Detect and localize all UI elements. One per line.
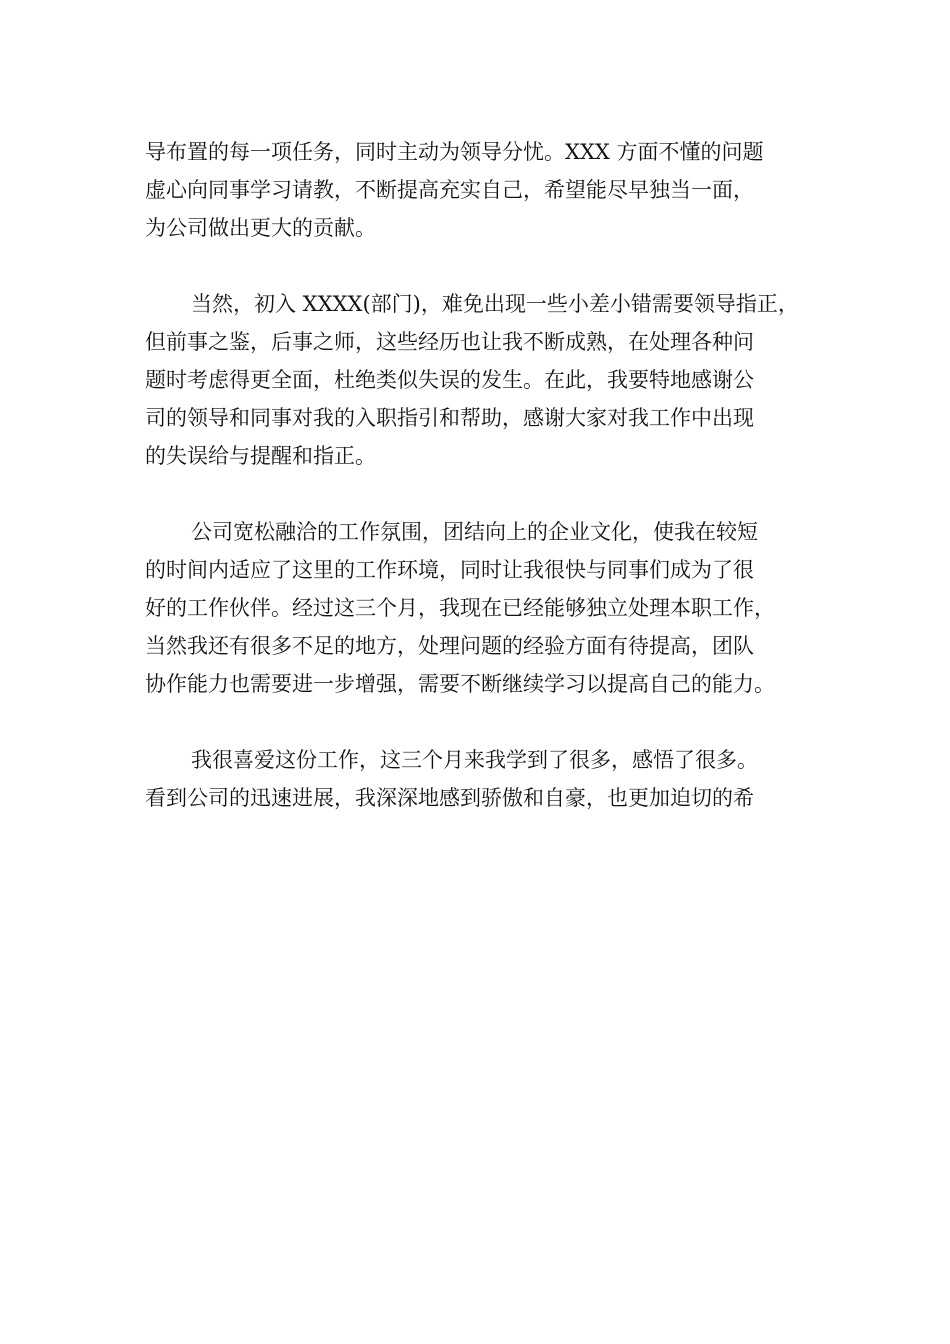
text-line: 但前事之鉴，后事之师，这些经历也让我不断成熟，在处理各种问 bbox=[145, 330, 754, 354]
text-line: 题时考虑得更全面，杜绝类似失误的发生。在此，我要特地感谢公 bbox=[145, 368, 754, 392]
document-body bbox=[145, 133, 810, 855]
text-line: 的失误给与提醒和指正。 bbox=[145, 444, 376, 468]
text-line: 的时间内适应了这里的工作环境，同时让我很快与同事们成为了很 bbox=[145, 558, 754, 582]
paragraph-2 bbox=[145, 285, 810, 475]
text-line: 看到公司的迅速进展，我深深地感到骄傲和自豪，也更加迫切的希 bbox=[145, 786, 754, 810]
text-line: 协作能力也需要进一步增强，需要不断继续学习以提高自己的能力。 bbox=[145, 672, 775, 696]
text-line: 当然，初入 XXXX(部门)，难免出现一些小差小错需要领导指正， bbox=[191, 292, 799, 316]
text-line: 虚心向同事学习请教，不断提高充实自己，希望能尽早独当一面， bbox=[145, 178, 754, 202]
text-line: 司的领导和同事对我的入职指引和帮助，感谢大家对我工作中出现 bbox=[145, 406, 754, 430]
paragraph-4 bbox=[145, 741, 810, 817]
paragraph-3 bbox=[145, 513, 810, 703]
text-line: 我很喜爱这份工作，这三个月来我学到了很多，感悟了很多。 bbox=[191, 748, 758, 772]
text-line: 公司宽松融洽的工作氛围，团结向上的企业文化，使我在较短 bbox=[191, 520, 758, 544]
text-line: 为公司做出更大的贡献。 bbox=[145, 216, 376, 240]
text-line: 当然我还有很多不足的地方，处理问题的经验方面有待提高，团队 bbox=[145, 634, 754, 658]
text-line: 导布置的每一项任务，同时主动为领导分忧。XXX 方面不懂的问题 bbox=[145, 140, 764, 164]
text-line: 好的工作伙伴。经过这三个月，我现在已经能够独立处理本职工作， bbox=[145, 596, 775, 620]
paragraph-1 bbox=[145, 133, 810, 247]
